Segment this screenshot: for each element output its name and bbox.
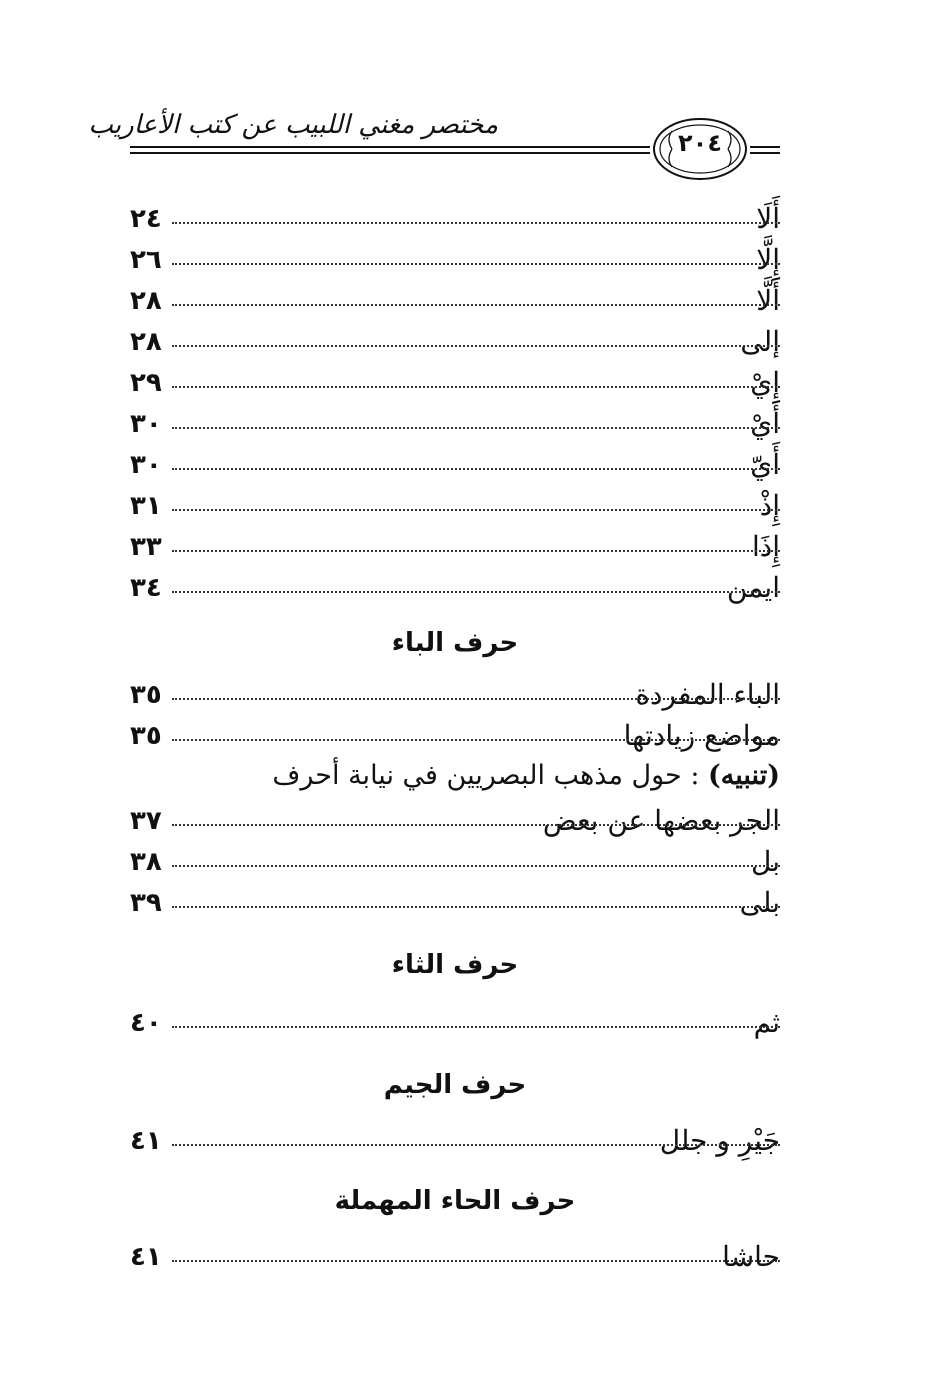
entry-label: بل [745,845,780,878]
entry-label: إلى [734,325,780,358]
entry-page: ٢٩ [130,368,166,398]
toc-entry [130,845,780,885]
entry-page: ٣٠ [130,409,166,439]
entry-page: ٣٣ [130,532,166,562]
page-number-badge [652,116,748,182]
book-title: مختصر مغني اللبيب عن كتب الأعاريب [88,110,498,140]
entry-label: إِذْ [754,489,780,522]
toc-entry [130,719,780,759]
entry-page: ٣١ [130,491,166,521]
entry-label: حاشا [716,1240,780,1273]
toc-entry [130,530,780,570]
section-heading: حرف الجيم [383,1070,527,1100]
leader-dots [172,427,780,429]
leader-dots [172,263,780,265]
header-rule [750,152,780,154]
header-rule [130,152,650,154]
entry-page: ٢٦ [130,245,166,275]
entry-label: جَيْرِ و جلل [654,1124,780,1157]
leader-dots [172,468,780,470]
toc-entry [130,407,780,447]
leader-dots [172,865,780,867]
toc-entry [130,325,780,365]
leader-dots [172,1026,780,1028]
toc-entry [130,886,780,926]
toc-entry [130,571,780,611]
entry-label: إِيْ [744,366,780,399]
entry-label: الباء المفردة [629,678,780,711]
entry-page: ٣٧ [130,806,166,836]
note-line [130,760,780,800]
leader-dots [172,1144,780,1146]
toc-entry [130,448,780,488]
toc-entry [130,1124,780,1164]
section-heading: حرف الباء [391,628,519,658]
leader-dots [172,906,780,908]
header-rule [750,146,780,148]
toc-entry [130,804,780,844]
leader-dots [172,698,780,700]
leader-dots [172,345,780,347]
entry-label: ثم [748,1006,780,1039]
entry-page: ٣٠ [130,450,166,480]
entry-page: ٣٥ [130,721,166,751]
entry-page: ٣٨ [130,847,166,877]
entry-label: أَلَّا [750,284,780,317]
entry-page: ٢٨ [130,286,166,316]
entry-page: ٤٠ [130,1008,166,1038]
entry-label: بلى [734,886,780,919]
entry-label: إِلَّا [750,243,780,276]
entry-label: ايمن [721,571,780,604]
leader-dots [172,739,780,741]
entry-page: ٣٤ [130,573,166,603]
leader-dots [172,222,780,224]
note-text: : حول مذهب البصريين في نيابة أحرف [272,760,709,791]
header-rule [130,146,650,148]
entry-page: ٣٥ [130,680,166,710]
toc-entry [130,489,780,529]
entry-label: الجر بعضها عن بعض [537,804,780,837]
entry-label: أَيْ [744,407,780,440]
toc-entry [130,243,780,283]
entry-page: ٣٩ [130,888,166,918]
entry-label: إِذَا [746,530,780,563]
leader-dots [172,550,780,552]
leader-dots [172,386,780,388]
section-heading: حرف الثاء [391,950,519,980]
entry-page: ٤١ [130,1242,166,1272]
toc-entry [130,1240,780,1280]
toc-entry [130,366,780,406]
entry-label: مواضع زيادتها [618,719,780,752]
toc-entry [130,202,780,242]
entry-page: ٤١ [130,1126,166,1156]
note-label: (تنبيه) [708,760,780,791]
leader-dots [172,591,780,593]
leader-dots [172,824,780,826]
entry-page: ٢٤ [130,204,166,234]
toc-entry [130,284,780,324]
leader-dots [172,509,780,511]
page-header [88,100,780,180]
entry-page: ٢٨ [130,327,166,357]
toc-entry [130,1006,780,1046]
leader-dots [172,1260,780,1262]
toc-entry [130,678,780,718]
page-number: ٢٠٤ [678,129,722,157]
section-heading: حرف الحاء المهملة [334,1186,576,1216]
leader-dots [172,304,780,306]
entry-label: أَيّ [744,448,780,481]
entry-label: أَلَا [750,202,780,235]
